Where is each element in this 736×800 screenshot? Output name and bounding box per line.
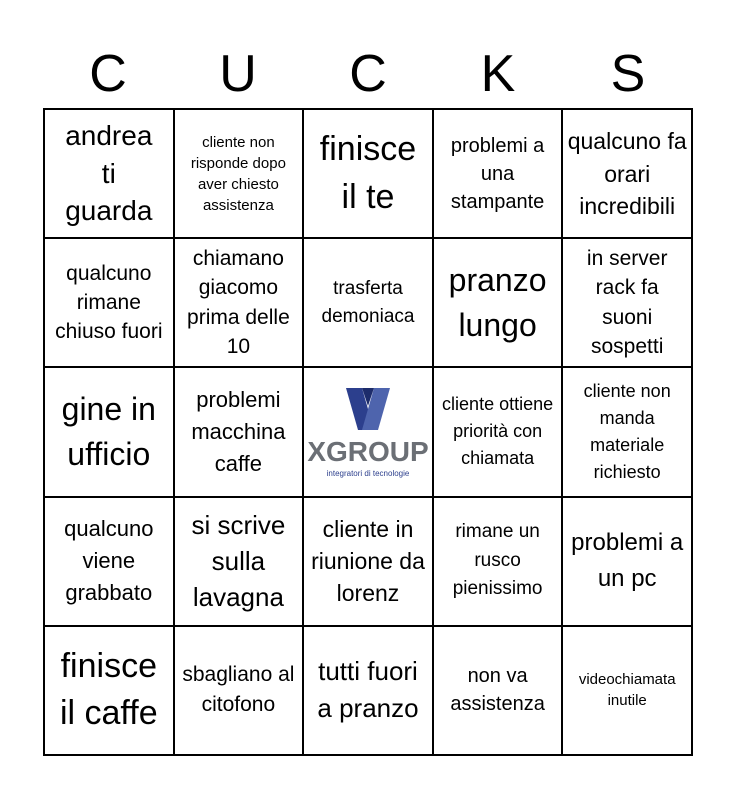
bingo-cell[interactable] (44, 626, 174, 755)
bingo-grid (43, 108, 693, 756)
cell-text: finisce il te (319, 130, 417, 216)
cell-text: cliente non manda materiale richiesto (583, 380, 671, 482)
header-letter-k: K (480, 45, 516, 103)
cell-text: sbagliano al citofono (182, 662, 295, 717)
cell-text: qualcuno rimane chiuso fuori (55, 261, 163, 344)
bingo-cell[interactable] (174, 626, 304, 755)
cell-text: cliente ottiene priorità con chiamata (442, 394, 554, 469)
bingo-cell[interactable] (562, 367, 692, 496)
cell-text: rimane un rusco pienissimo (452, 521, 543, 600)
header-letter-u: U (219, 45, 257, 103)
bingo-cell[interactable] (174, 238, 304, 367)
cell-text: videochiamata inutile (578, 671, 676, 710)
bingo-header (43, 40, 693, 108)
cell-text: finisce il caffe (59, 646, 158, 733)
bingo-cell[interactable] (174, 497, 304, 626)
cell-text: problemi a un pc (571, 529, 684, 593)
cell-text: problemi a una stampante (450, 134, 545, 213)
bingo-cell[interactable] (44, 238, 174, 367)
bingo-cell[interactable] (44, 109, 174, 238)
bingo-cell[interactable] (44, 367, 174, 496)
cell-text: qualcuno viene grabbato (64, 516, 154, 606)
bingo-cell[interactable] (562, 109, 692, 238)
bingo-cell[interactable] (433, 238, 563, 367)
bingo-cell[interactable] (433, 626, 563, 755)
header-letter-s: S (610, 45, 646, 103)
cell-text: non va assistenza (450, 665, 545, 716)
cell-text: cliente non risponde dopo aver chiesto assistenza (190, 133, 286, 214)
bingo-cell[interactable] (303, 109, 433, 238)
cell-text: tutti fuori a pranzo (317, 655, 419, 724)
header-letter-c: C (89, 45, 127, 103)
xgroup-logo-icon (338, 386, 398, 432)
bingo-cell[interactable] (433, 109, 563, 238)
bingo-cell[interactable] (562, 626, 692, 755)
cell-text: chiamano giacomo prima delle 10 (187, 247, 290, 359)
cell-text: andrea ti guarda (65, 119, 153, 227)
logo-tagline: integratori di tecnologie (326, 468, 410, 478)
bingo-cell[interactable] (433, 497, 563, 626)
bingo-cell[interactable] (562, 497, 692, 626)
cell-text: gine in ufficio (61, 391, 156, 472)
bingo-cell[interactable] (303, 626, 433, 755)
cell-text: si scrive sulla lavagna (191, 509, 286, 613)
logo-name: XGROUP (307, 435, 429, 467)
cell-text: in server rack fa suoni sospetti (586, 247, 668, 359)
free-space-logo (303, 367, 433, 496)
cell-text: pranzo lungo (448, 261, 547, 343)
bingo-cell[interactable] (44, 497, 174, 626)
bingo-cell[interactable] (303, 497, 433, 626)
cell-text: qualcuno fa orari incredibili (567, 128, 687, 219)
cell-text: problemi macchina caffe (191, 387, 286, 476)
bingo-cell[interactable] (433, 367, 563, 496)
cell-text: trasferta demoniaca (321, 278, 415, 327)
cell-text: cliente in riunione da lorenz (311, 515, 425, 607)
header-letter-c2: C (349, 45, 387, 103)
bingo-cell[interactable] (562, 238, 692, 367)
bingo-cell[interactable] (174, 367, 304, 496)
bingo-cell[interactable] (174, 109, 304, 238)
bingo-cell[interactable] (303, 238, 433, 367)
